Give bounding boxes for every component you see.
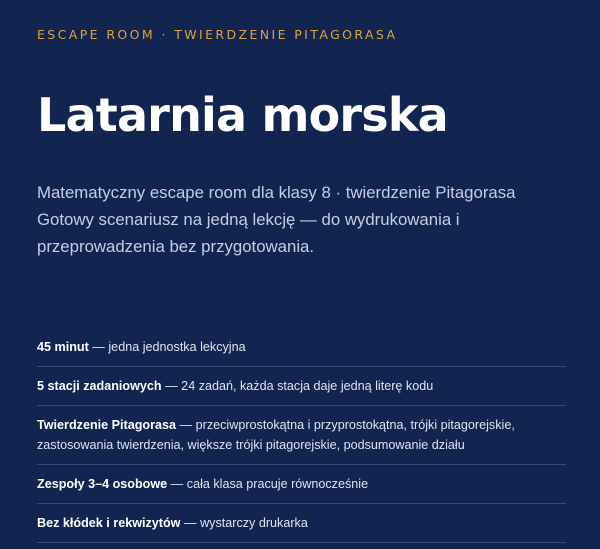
fact-key: 5 stacji zadaniowych <box>37 379 162 393</box>
fact-key: 45 minut <box>37 340 89 354</box>
fact-materials <box>37 504 566 543</box>
fact-text: — 24 zadań, każda stacja daje jedną literę kodu <box>161 379 434 393</box>
fact-key: Twierdzenie Pitagorasa <box>37 418 177 432</box>
intro-line: Gotowy scenariusz na jedną lekcję — do wydrukowania i <box>37 210 460 229</box>
fact-text: — jedna jednostka lekcyjna <box>88 340 246 354</box>
page-title: Latarnia morska <box>37 88 448 142</box>
fact-text: — wystarczy drukarka <box>180 516 308 530</box>
fact-key: Zespoły 3–4 osobowe <box>37 477 168 491</box>
fact-teams <box>37 465 566 504</box>
fact-duration <box>37 328 566 367</box>
intro-line: przeprowadzenia bez przygotowania. <box>37 237 315 256</box>
facts-list <box>37 328 566 543</box>
fact-stations <box>37 367 566 406</box>
intro-line: Matematyczny escape room dla klasy 8 · twierdzenie Pitagorasa <box>37 183 516 202</box>
fact-text: — cała klasa pracuje równocześnie <box>167 477 369 491</box>
fact-topic <box>37 406 566 465</box>
intro-paragraph <box>37 179 577 260</box>
fact-key: Bez kłódek i rekwizytów <box>37 516 181 530</box>
fact-text: — przeciwprostokątna i przyprostokątna, trójki pitagorejskie, zastosowania twierdzenia, większe trójki pitagorejskie, podsumowanie działu <box>37 418 515 452</box>
eyebrow-label: ESCAPE ROOM · TWIERDZENIE PITAGORASA <box>37 27 398 42</box>
